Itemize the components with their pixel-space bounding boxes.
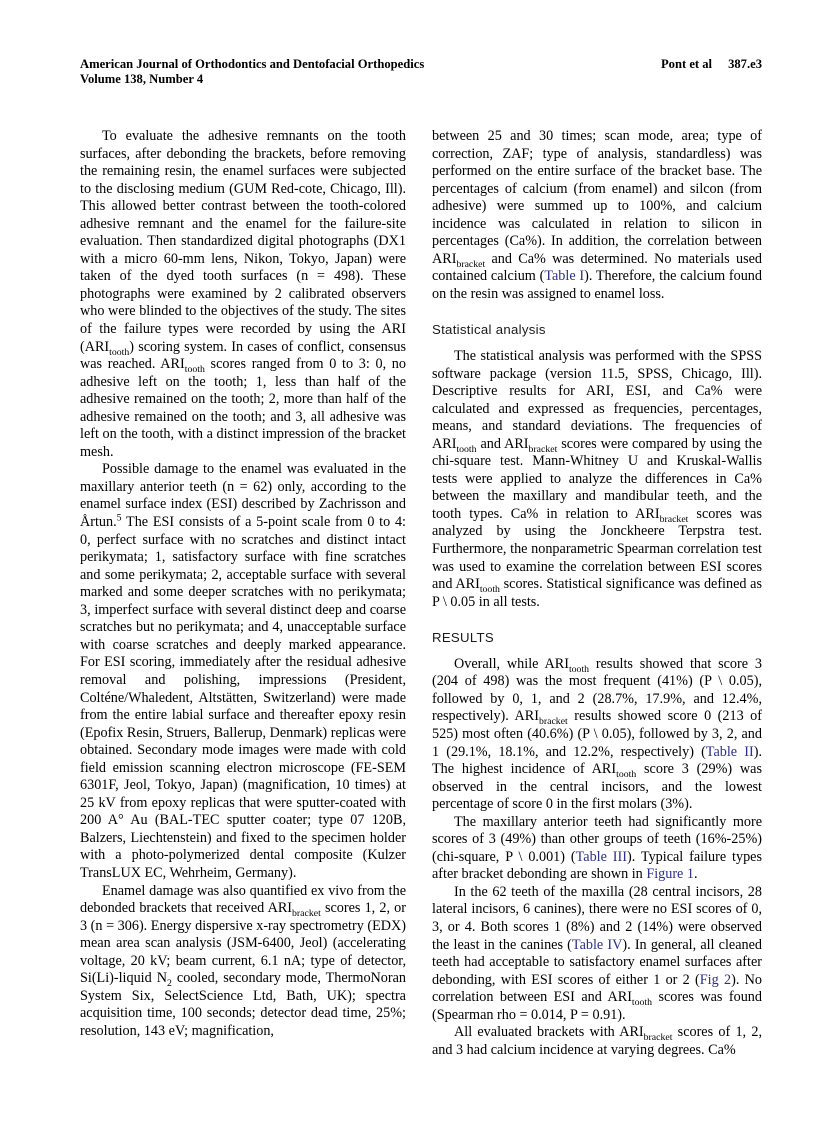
journal-volume: Volume 138, Number 4 [80,72,204,87]
paragraph: between 25 and 30 times; scan mode, area; type of correction, ZAF; type of analysis, standardless) was performed on the entire surface of the bracket base. The percentages of calcium (from enamel) and silcon (from adhesive) were summed up to 100%, and calcium incidence was calculated in relation to silicon in percentages (Ca%). In addition, the correlation between $ARI_{bracket}$ and Ca% was determined. No materials used contained calcium (Table I). Therefore, the calcium found on the resin was assigned to enamel loss. [432,128,762,302]
crossref-link[interactable]: Table I [544,268,585,285]
crossref-link[interactable]: Table II [705,743,754,760]
subscript: bracket [538,716,568,728]
page-number: 387.e3 [728,57,762,71]
subscript: tooth [631,996,653,1008]
paragraph: To evaluate the adhesive remnants on the tooth surfaces, after debonding the brackets, before removing the remaining resin, the enamel surfaces were subjected to the disclosing medium (GUM Red-cote, Chicago, Ill). This allowed better contrast between the tooth-colored adhesive remnant and the enamel for the failure-site evaluation. Then standardized digital photographs (DX1 with a micro 60-mm lens, Nikon, Tokyo, Japan) were taken of the dyed tooth surfaces (n = 498). These photographs were examined by 2 calibrated observers who were blinded to the objectives of the study. The sites of the failure types were recorded by using the ARI $(ARI_{tooth})$ scoring system. In cases of conflict, consensus was reached. $ARI_{tooth}$ scores ranged from 0 to 3: 0, no adhesive left on the tooth; 1, less than half of the adhesive remained on the tooth; 2, more than half of the adhesive remained on the tooth; and 3, all adhesive was left on the tooth, with a distinct impression of the bracket mesh. [80,128,406,460]
running-head-right [661,57,762,72]
footnote-ref: 5 [116,512,122,524]
section-heading: Statistical analysis [432,322,546,338]
running-head-left [80,57,424,87]
subscript: tooth [568,663,590,675]
paragraph: In the 62 teeth of the maxilla (28 central incisors, 28 lateral incisors, 6 canines), there were no ESI scores of 0, 3, or 4. Both scores 1 (8%) and 2 (14%) were observed the least in the canines (Table IV). In general, all cleaned teeth had acceptable to satisfactory enamel surfaces after debonding, with ESI scores of either 1 or 2 (Fig 2). No correlation between ESI and $ARI_{tooth}$ scores was found (Spearman rho = 0.014, P = 0.91). [432,883,762,1023]
subscript: tooth [616,768,637,780]
crossref-link[interactable]: Table III [575,848,627,865]
crossref-link[interactable]: Table IV [571,936,623,953]
subscript: tooth [479,583,500,595]
crossref-link[interactable]: Fig 2 [699,971,732,988]
subscript: bracket [643,1032,673,1044]
journal-title: American Journal of Orthodontics and Dentofacial Orthopedics [80,57,425,71]
subscript: bracket [659,513,689,525]
section-heading: RESULTS [432,630,494,646]
subscript: tooth [109,346,130,358]
paragraph: Overall, while $ARI_{tooth}$ results showed that score 3 (204 of 498) was the most frequent (41%) (P \ 0.05), followed by 0, 1, and 2 (28.7%, 17.9%, and 12.4%, respectively). $ARI_{bracket}$ results showed score 0 (213 of 525) most often (40.6%) (P \ 0.05), followed by 3, 2, and 1 (29.1%, 18.1%, and 12.2%, respectively) (Table II). The highest incidence of $ARI_{tooth}$ score 3 (29%) was observed in the central incisors, and the lowest percentage of score 0 in the first molars (3%). [432,655,762,813]
paragraph: Enamel damage was also quantified ex vivo from the debonded brackets that received $ARI_{bracket}$ scores 1, 2, or 3 (n = 306). Energy dispersive x-ray spectrometry (EDX) mean area scan analysis (JSM-6400, Jeol) (accelerating voltage, 20 kV; beam current, 6.1 nA; type of detector, Si(Li)-liquid $N_2$ cooled, secondary mode, ThermoNoran System Six, SelectScience Ltd, Bath, UK); spectra acquisition time, 100 seconds; detector dead time, 25%; resolution, 143 eV; magnification, [80,882,406,1039]
paragraph: Possible damage to the enamel was evaluated in the maxillary anterior teeth (n = 62) only, according to the enamel surface index (ESI) described by Zachrisson and Årtun.$^5$ The ESI consists of a 5-point scale from 0 to 4: 0, perfect surface with no scratches and distinct intact perikymata; 1, satisfactory surface with fine scratches and some perikymata; 2, acceptable surface with several marked and some deeper scratches with no perikymata; 3, imperfect surface with several distinct deep and coarse scratches but no perikymata; and 4, unacceptable surface with coarse scratches and deeply marked appearance. For ESI scoring, immediately after the residual adhesive removal and polishing, impressions (President, Colténe/Whaledent, Altstätten, Switzerland) were made from the entire labial surface and thereafter epoxy resin (Epofix Resin, Struers, Ballerup, Denmark) replicas were obtained. Secondary mode images were made with cold field emission scanning electron microscope (FE-SEM 6301F, Jeol, Tokyo, Japan) (magnification, 10 times) at 25 kV from epoxy replicas that were sputter-coated with 200 A° Au (BAL-TEC sputter coater; type 07 120B, Balzers, Liechtenstein) and fixed to the specimen holder with a photo-polymerized dental composite (Kulzer TransLUX EC, Wehrheim, Germany). [80,461,406,881]
subscript: tooth [184,363,205,375]
crossref-link[interactable]: Figure 1 [646,866,694,883]
citation-author: Pont et al [660,57,713,71]
paragraph: All evaluated brackets with $ARI_{bracket}$ scores of 1, 2, and 3 had calcium incidence at varying degrees. Ca% [432,1024,762,1058]
subscript: bracket [292,907,321,919]
subscript: 2 [166,978,172,990]
right-column [432,128,762,1059]
paragraph: The maxillary anterior teeth had significantly more scores of 3 (49%) than other groups of teeth (16%-25%) (chi-square, P \ 0.001) (Table III). Typical failure types after bracket debonding are shown in Figure 1. [432,813,762,883]
subscript: bracket [528,443,558,455]
article-body [80,128,762,1059]
left-column [80,128,406,1059]
paragraph: The statistical analysis was performed with the SPSS software package (version 11.5, SPSS, Chicago, Ill). Descriptive results for ARI, ESI, and Ca% were calculated and expressed as frequencies, percentages, means, and standard deviations. The frequencies of $ARI_{tooth}$ and $ARI_{bracket}$ scores were compared by using the chi-square test. Mann-Whitney U and Kruskal-Wallis tests were applied to analyze the differences in Ca% between the maxillary and mandibular teeth, and the tooth types. Ca% in relation to $ARI_{bracket}$ scores was analyzed by using the Jonckheere Terpstra test. Furthermore, the nonparametric Spearman correlation test was used to examine the correlation between ESI scores and $ARI_{tooth}$ scores. Statistical significance was defined as P \ 0.05 in all tests. [432,348,762,610]
subscript: tooth [456,443,477,455]
subscript: bracket [456,258,486,270]
running-head [80,57,762,87]
